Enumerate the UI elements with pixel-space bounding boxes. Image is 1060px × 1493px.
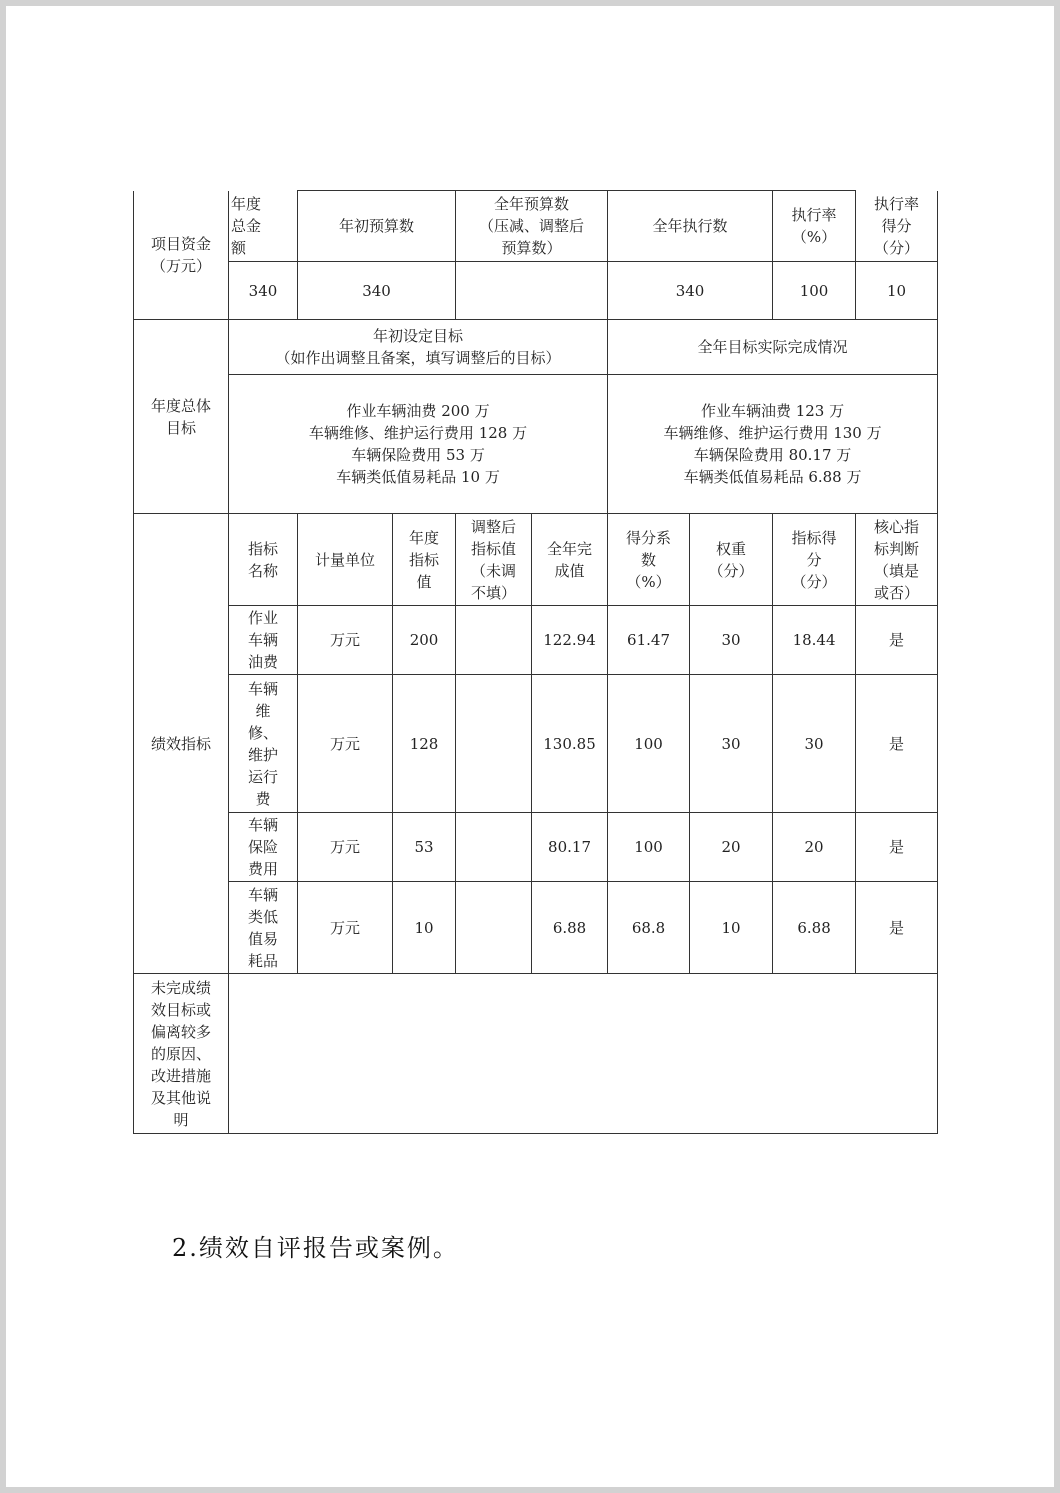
perf-header-core: 核心指 标判断 （填是 或否）: [856, 514, 938, 606]
annual-goals-row-label: 年度总体 目标: [134, 320, 229, 514]
funding-header-rate: 执行率 （%）: [773, 191, 856, 262]
table-row: [134, 606, 938, 675]
indicator-score: 30: [773, 675, 856, 813]
indicator-completed: 122.94: [532, 606, 608, 675]
indicator-unit: 万元: [298, 813, 393, 882]
funding-value-executed: 340: [608, 262, 773, 320]
indicator-name: 车辆 维 修、 维护 运行 费: [229, 675, 298, 813]
indicator-coef: 100: [608, 675, 690, 813]
indicator-core: 是: [856, 882, 938, 974]
indicator-name: 车辆 类低 值易 耗品: [229, 882, 298, 974]
indicator-adjusted: [456, 882, 532, 974]
indicator-weight: 10: [690, 882, 773, 974]
funding-header-executed: 全年执行数: [608, 191, 773, 262]
document-page: [6, 6, 1054, 1487]
funding-value-initial: 340: [298, 262, 456, 320]
indicator-unit: 万元: [298, 675, 393, 813]
indicator-coef: 100: [608, 813, 690, 882]
section-heading: 2.绩效自评报告或案例。: [172, 1234, 459, 1262]
table-row: [134, 882, 938, 974]
indicator-weight: 30: [690, 675, 773, 813]
indicator-weight: 20: [690, 813, 773, 882]
table-row: [134, 675, 938, 813]
indicator-name: 作业 车辆 油费: [229, 606, 298, 675]
performance-evaluation-table: [133, 190, 937, 1134]
initial-goals-text: 作业车辆油费 200 万 车辆维修、维护运行费用 128 万 车辆保险费用 53 万 车辆类低值易耗品 10 万: [229, 375, 608, 514]
perf-header-score: 指标得 分 （分）: [773, 514, 856, 606]
table-row: [134, 813, 938, 882]
indicator-core: 是: [856, 606, 938, 675]
initial-goals-header: 年初设定目标 （如作出调整且备案，填写调整后的目标）: [229, 320, 608, 375]
indicator-unit: 万元: [298, 606, 393, 675]
perf-header-weight: 权重 （分）: [690, 514, 773, 606]
indicator-core: 是: [856, 675, 938, 813]
funding-value-total: 340: [229, 262, 298, 320]
indicator-coef: 61.47: [608, 606, 690, 675]
indicator-coef: 68.8: [608, 882, 690, 974]
indicator-target: 53: [393, 813, 456, 882]
indicator-score: 18.44: [773, 606, 856, 675]
perf-header-completed: 全年完 成值: [532, 514, 608, 606]
perf-header-name: 指标 名称: [229, 514, 298, 606]
indicator-unit: 万元: [298, 882, 393, 974]
indicator-target: 128: [393, 675, 456, 813]
funding-row-label: 项目资金 （万元）: [134, 191, 229, 320]
indicator-weight: 30: [690, 606, 773, 675]
indicator-target: 10: [393, 882, 456, 974]
indicator-completed: 130.85: [532, 675, 608, 813]
funding-header-initial: 年初预算数: [298, 191, 456, 262]
actual-goals-header: 全年目标实际完成情况: [608, 320, 938, 375]
indicator-adjusted: [456, 606, 532, 675]
performance-row-label: 绩效指标: [134, 514, 229, 974]
indicator-completed: 6.88: [532, 882, 608, 974]
indicator-core: 是: [856, 813, 938, 882]
indicator-name: 车辆 保险 费用: [229, 813, 298, 882]
actual-goals-text: 作业车辆油费 123 万 车辆维修、维护运行费用 130 万 车辆保险费用 80.17 万 车辆类低值易耗品 6.88 万: [608, 375, 938, 514]
remarks-content: [229, 974, 938, 1134]
perf-header-coef: 得分系 数 （%）: [608, 514, 690, 606]
indicator-score: 20: [773, 813, 856, 882]
remarks-row-label: 未完成绩 效目标或 偏离较多 的原因、 改进措施 及其他说 明: [134, 974, 229, 1134]
indicator-completed: 80.17: [532, 813, 608, 882]
indicator-score: 6.88: [773, 882, 856, 974]
perf-header-unit: 计量单位: [298, 514, 393, 606]
funding-header-adjusted: 全年预算数 （压减、调整后 预算数）: [456, 191, 608, 262]
funding-header-rate-score: 执行率 得分 （分）: [856, 191, 938, 262]
indicator-target: 200: [393, 606, 456, 675]
indicator-adjusted: [456, 675, 532, 813]
funding-value-rate: 100: [773, 262, 856, 320]
perf-header-adjusted: 调整后 指标值 （未调 不填）: [456, 514, 532, 606]
funding-value-adjusted: [456, 262, 608, 320]
funding-value-rate-score: 10: [856, 262, 938, 320]
indicator-adjusted: [456, 813, 532, 882]
funding-header-total: 年度 总金 额: [229, 191, 298, 262]
perf-header-target: 年度 指标 值: [393, 514, 456, 606]
